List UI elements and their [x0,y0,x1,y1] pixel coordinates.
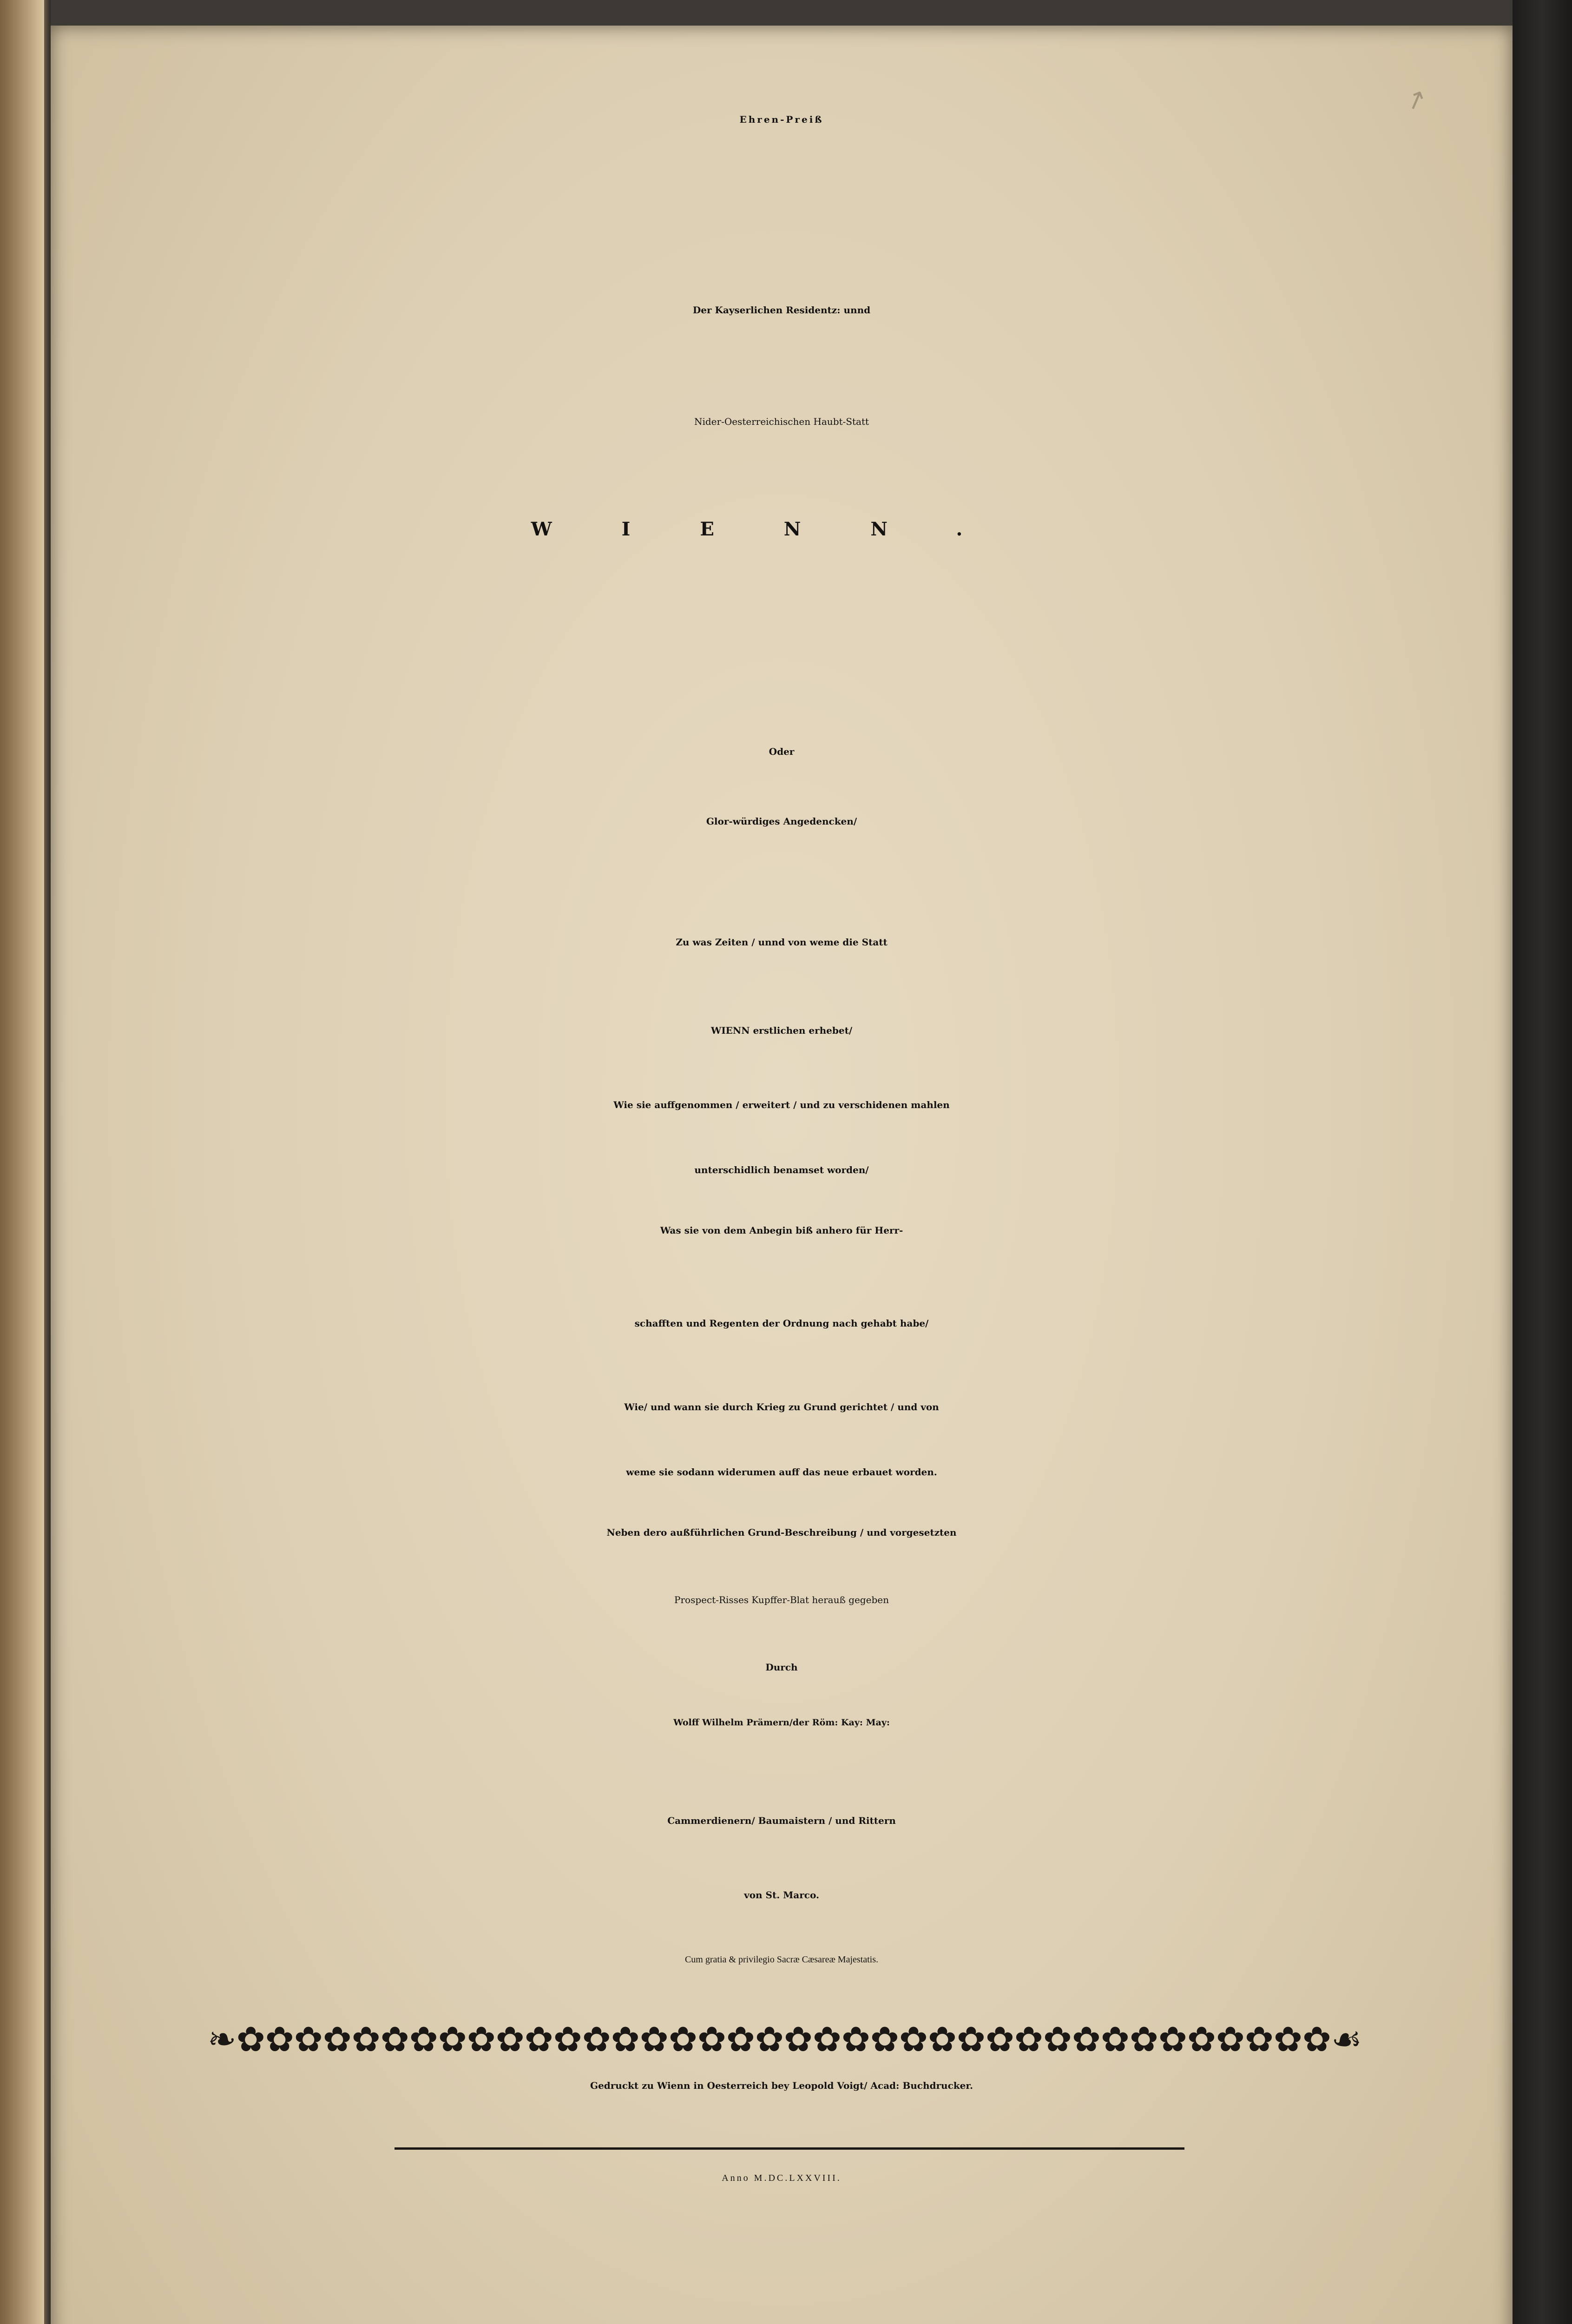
zu-was-line: Zu was Zeiten / unnd von weme die Statt [676,937,888,948]
main-title: Ehren-Preiß [739,114,824,125]
wie-line-2: Wie/ und wann sie durch Krieg zu Grund gerichtet / und von [624,1401,939,1413]
author-line-2: Cammerdienern/ Baumaistern / und Rittern [667,1815,896,1826]
glor-line: Glor-würdiges Angedencken/ [706,816,857,827]
wie-line-1: Wie sie auffgenommen / erweitert / und zu verschidenen mahlen [613,1099,950,1110]
subtitle-2: Nider-Oesterreichischen Haubt-Statt [694,416,869,427]
durch-line: Durch [765,1662,798,1673]
neben-line-1: Neben dero außführlichen Grund-Beschreibung / und vorgesetzten [606,1527,957,1538]
privilege-line: Cum gratia & privilegio Sacræ Cæsareæ Majestatis. [684,1954,879,1965]
neben-line-2: Prospect-Risses Kupffer-Blat herauß gegeben [674,1594,889,1605]
oder-line: Oder [769,746,795,757]
binding-shadow [44,0,51,2324]
book-cover-edge [1513,0,1572,2324]
author-line: Wolff Wilhelm Prämern/der Röm: Kay: May: [673,1717,890,1728]
author-line-3: von St. Marco. [744,1889,819,1901]
pencil-mark: ↗ [1401,82,1431,118]
title-page [51,26,1513,2324]
was-line-2: schafften und Regenten der Ordnung nach gehabt habe/ [634,1318,929,1329]
city-name: WIENN. [531,518,1033,540]
wie-line-2b: weme sie sodann widerumen auff das neue erbauet worden. [626,1466,937,1478]
zu-was-line-2: WIENN erstlichen erhebet/ [710,1025,853,1036]
was-line-1: Was sie von dem Anbegin biß anhero für Herr- [660,1225,903,1236]
year-line: Anno M.DC.LXXVIII. [722,2173,842,2183]
subtitle-1: Der Kayserlichen Residentz: unnd [692,304,871,316]
book-binding [0,0,44,2324]
divider-rule [395,2147,1184,2150]
ornament-border-icon: ❧✿✿✿✿✿✿✿✿✿✿✿✿✿✿✿✿✿✿✿✿✿✿✿✿✿✿✿✿✿✿✿✿✿✿✿✿✿✿☙ [207,2020,1362,2060]
wie-line-1b: unterschidlich benamset worden/ [694,1164,869,1175]
printer-line: Gedruckt zu Wienn in Oesterreich bey Leopold Voigt/ Acad: Buchdrucker. [590,2080,973,2091]
